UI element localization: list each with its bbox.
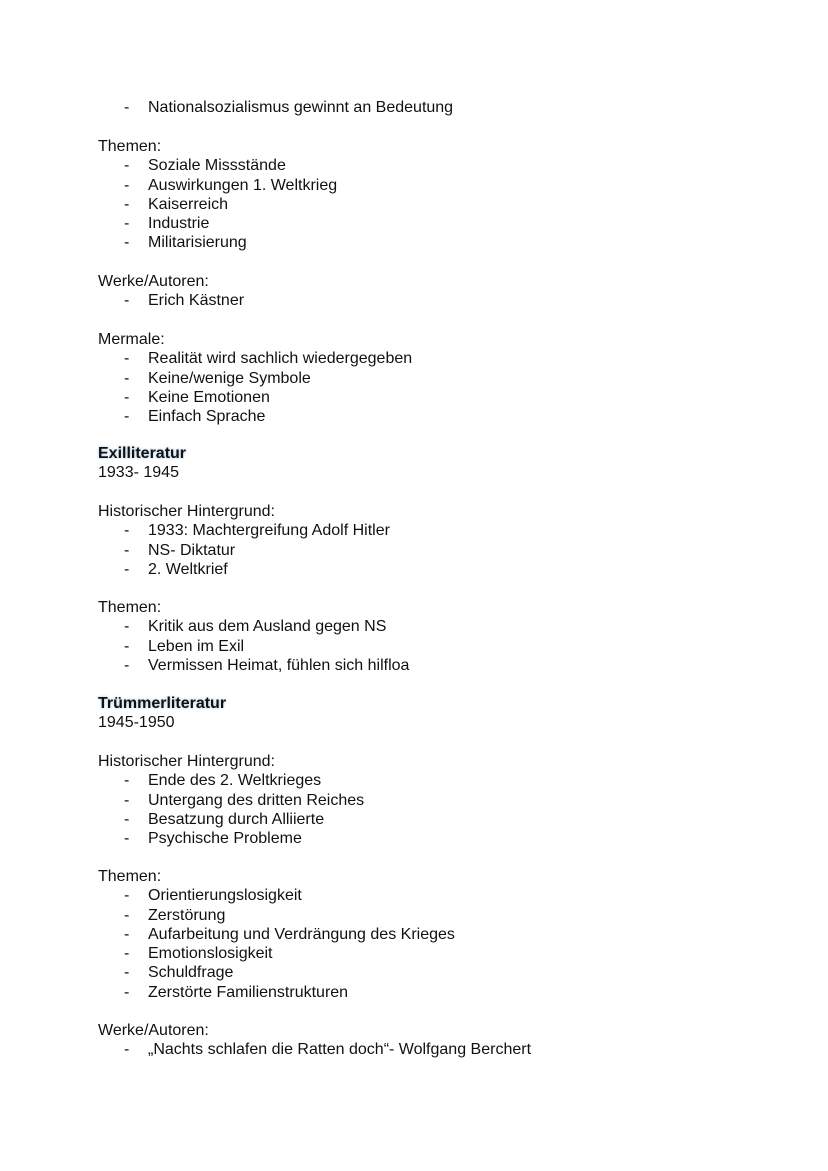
section-period: 1933- 1945 — [98, 464, 179, 482]
list-item — [98, 983, 788, 1002]
dash-bullet: - — [124, 215, 130, 233]
list-label: Themen: — [98, 868, 162, 885]
section-block — [98, 694, 788, 733]
list-item — [98, 771, 788, 790]
section-block — [98, 444, 788, 483]
list-item-text: Zerstörung — [148, 906, 226, 924]
section-block — [98, 867, 788, 1002]
dash-bullet: - — [124, 292, 130, 310]
dash-bullet: - — [124, 350, 130, 368]
list-item-text: Zerstörte Familienstrukturen — [148, 983, 349, 1001]
list-item-text: 1933: Machtergreifung Adolf Hitler — [148, 522, 390, 540]
section-block — [98, 137, 788, 253]
list-item — [98, 521, 788, 540]
list-item — [98, 925, 788, 944]
list-item — [98, 388, 788, 407]
list-item — [98, 637, 788, 656]
dash-bullet: - — [124, 99, 130, 116]
dash-bullet: - — [124, 656, 130, 674]
dash-bullet: - — [124, 541, 130, 559]
list-label: Themen: — [98, 138, 162, 155]
section-block — [98, 330, 788, 426]
dash-bullet: - — [124, 388, 130, 406]
section-block — [98, 598, 788, 675]
list-item — [98, 407, 788, 426]
section-period: 1945-1950 — [98, 714, 175, 732]
list-item — [98, 886, 788, 905]
list-item — [98, 541, 788, 560]
dash-bullet: - — [124, 791, 130, 809]
list-item — [98, 560, 788, 579]
list-label: Werke/Autoren: — [98, 273, 209, 290]
list-item-text: Kritik aus dem Ausland gegen NS — [148, 618, 387, 636]
section-block — [98, 272, 788, 311]
list-item — [98, 810, 788, 829]
section-block — [98, 752, 788, 848]
dash-bullet: - — [124, 522, 130, 540]
list-label: Werke/Autoren: — [98, 1022, 209, 1039]
list-item — [98, 233, 788, 252]
dash-bullet: - — [124, 1041, 130, 1059]
list-item-text: 2. Weltkrief — [148, 560, 228, 578]
list-item-text: Keine Emotionen — [148, 388, 270, 406]
dash-bullet: - — [124, 560, 130, 578]
dash-bullet: - — [124, 906, 130, 924]
list-item — [98, 214, 788, 233]
list-item-text: Keine/wenige Symbole — [148, 369, 311, 387]
list-item-text: Orientierungslosigkeit — [148, 887, 302, 905]
list-item-text: Soziale Missstände — [148, 157, 286, 175]
section-block — [98, 98, 788, 117]
list-item-text: Kaiserreich — [148, 195, 229, 213]
list-item-text: „Nachts schlafen die Ratten doch“- Wolfgang Berchert — [148, 1041, 532, 1059]
dash-bullet: - — [124, 408, 130, 426]
dash-bullet: - — [124, 637, 130, 655]
dash-bullet: - — [124, 234, 130, 252]
list-item — [98, 944, 788, 963]
list-label: Mermale: — [98, 331, 165, 348]
list-item-text: Leben im Exil — [148, 637, 245, 655]
list-item — [98, 176, 788, 195]
list-item-text: Psychische Probleme — [148, 830, 302, 848]
list-label: Historischer Hintergrund: — [98, 503, 275, 520]
list-item-text: Realität wird sachlich wiedergegeben — [148, 350, 413, 368]
dash-bullet: - — [124, 810, 130, 828]
list-item-text: Emotionslosigkeit — [148, 945, 273, 963]
dash-bullet: - — [124, 945, 130, 963]
list-item-text: Einfach Sprache — [148, 408, 266, 426]
list-item-text: Ende des 2. Weltkrieges — [148, 772, 322, 790]
section-heading: Trümmerliteratur — [98, 695, 227, 712]
list-item — [98, 291, 788, 310]
dash-bullet: - — [124, 157, 130, 175]
list-item-text: Untergang des dritten Reiches — [148, 791, 365, 809]
list-label: Historischer Hintergrund: — [98, 753, 275, 770]
list-item-text: Schuldfrage — [148, 964, 234, 982]
dash-bullet: - — [124, 369, 130, 387]
section-block — [98, 1021, 788, 1060]
section-block — [98, 502, 788, 579]
dash-bullet: - — [124, 925, 130, 943]
list-item — [98, 369, 788, 388]
list-item-text: NS- Diktatur — [148, 541, 236, 559]
dash-bullet: - — [124, 195, 130, 213]
list-item-text: Militarisierung — [148, 234, 247, 252]
list-item — [98, 829, 788, 848]
dash-bullet: - — [124, 618, 130, 636]
dash-bullet: - — [124, 176, 130, 194]
list-item — [98, 1040, 788, 1059]
dash-bullet: - — [124, 887, 130, 905]
list-item-text: Nationalsozialismus gewinnt an Bedeutung — [148, 99, 454, 116]
dash-bullet: - — [124, 964, 130, 982]
list-item-text: Vermissen Heimat, fühlen sich hilfloa — [148, 656, 410, 674]
list-item-text: Aufarbeitung und Verdrängung des Krieges — [148, 925, 455, 943]
list-item — [98, 791, 788, 810]
dash-bullet: - — [124, 830, 130, 848]
list-item — [98, 349, 788, 368]
list-item — [98, 906, 788, 925]
list-item — [98, 656, 788, 675]
list-label: Themen: — [98, 599, 162, 616]
list-item-text: Erich Kästner — [148, 292, 245, 310]
list-item — [98, 617, 788, 636]
list-item-text: Industrie — [148, 215, 210, 233]
list-item-text: Besatzung durch Alliierte — [148, 810, 325, 828]
list-item — [98, 195, 788, 214]
list-item — [98, 156, 788, 175]
list-item-text: Auswirkungen 1. Weltkrieg — [148, 176, 338, 194]
dash-bullet: - — [124, 983, 130, 1001]
list-item — [98, 98, 788, 117]
section-heading: Exilliteratur — [98, 445, 187, 462]
list-item — [98, 963, 788, 982]
dash-bullet: - — [124, 772, 130, 790]
